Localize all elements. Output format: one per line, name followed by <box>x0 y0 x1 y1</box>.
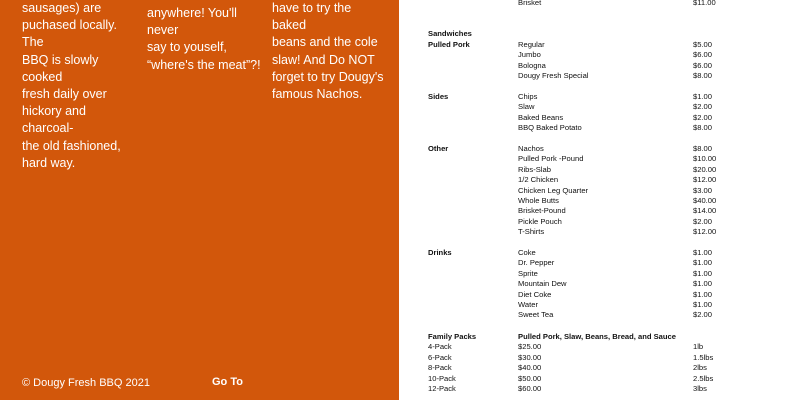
family-pack-description: Pulled Pork, Slaw, Beans, Bread, and Sauce <box>518 332 676 341</box>
menu-panel <box>399 0 800 400</box>
sandwiches-heading: Sandwiches <box>428 29 472 38</box>
family-pack-weight: 1.5lbs <box>693 353 714 362</box>
menu-item-name: Mountain Dew <box>518 279 567 288</box>
menu-item-price: $1.00 <box>693 92 713 101</box>
menu-item-name: Pulled Pork -Pound <box>518 154 584 163</box>
menu-category: Drinks <box>428 248 452 257</box>
menu-item-price: $1.00 <box>693 248 713 257</box>
menu-item-price: $12.00 <box>693 227 717 236</box>
family-pack-price: $60.00 <box>518 384 542 393</box>
copyright-text: © Dougy Fresh BBQ 2021 <box>22 377 150 389</box>
menu-item-price: $3.00 <box>693 186 713 195</box>
story-line: fresh daily over <box>22 87 107 102</box>
menu-item-price: $6.00 <box>693 61 713 70</box>
story-line: slaw! And Do NOT <box>272 52 375 67</box>
menu-item-name: 1/2 Chicken <box>518 175 559 184</box>
family-pack-price: $50.00 <box>518 374 542 383</box>
family-pack-name: 10-Pack <box>428 374 456 383</box>
family-pack-weight: 2lbs <box>693 363 707 372</box>
menu-item-price: $1.00 <box>693 279 713 288</box>
menu-item-price: $8.00 <box>693 123 713 132</box>
menu-item-name: Regular <box>518 40 545 49</box>
story-line: famous Nachos. <box>272 87 363 102</box>
menu-item-price: $5.00 <box>693 40 713 49</box>
menu-item-name: Sweet Tea <box>518 310 554 319</box>
family-pack-name: 12-Pack <box>428 384 456 393</box>
menu-item-price: $2.00 <box>693 113 713 122</box>
menu-item-name: Jumbo <box>518 50 541 59</box>
menu-item-price: $8.00 <box>693 144 713 153</box>
story-line: have to try the baked <box>272 1 352 33</box>
story-line: sausages) are <box>22 1 102 15</box>
family-pack-price: $25.00 <box>518 342 542 351</box>
story-line: the old fashioned, <box>22 138 121 153</box>
menu-item-name: Chips <box>518 92 538 101</box>
menu-category: Family Packs <box>428 332 477 341</box>
menu-item-price: $1.00 <box>693 269 713 278</box>
menu-item-name: Dr. Pepper <box>518 258 555 267</box>
menu-item-name: Diet Coke <box>518 290 552 299</box>
menu-item-price: $8.00 <box>693 71 713 80</box>
story-column-1 <box>22 0 132 172</box>
menu-item-name: Brisket-Pound <box>518 206 566 215</box>
menu-item-name: Sprite <box>518 269 538 278</box>
story-line: puchased locally. The <box>22 18 117 50</box>
menu-item-name: Pickle Pouch <box>518 217 562 226</box>
story-line: BBQ is slowly cooked <box>22 52 99 84</box>
story-line: “where's the meat”?! <box>147 57 261 72</box>
story-line: beans and the cole <box>272 35 378 50</box>
story-line: hard way. <box>22 155 76 170</box>
menu-item-name: Ribs-Slab <box>518 165 551 174</box>
menu-item-price: $6.00 <box>693 50 713 59</box>
menu-item-name: Slaw <box>518 102 535 111</box>
menu-item-name: Bologna <box>518 61 546 70</box>
story-line: forget to try Dougy's <box>272 69 384 84</box>
menu-item-price: $10.00 <box>693 154 717 163</box>
menu-item-price: $40.00 <box>693 196 717 205</box>
story-line: anywhere! You'll never <box>147 6 237 38</box>
family-pack-name: 8-Pack <box>428 363 452 372</box>
family-pack-weight: 2.5lbs <box>693 374 714 383</box>
family-pack-price: $40.00 <box>518 363 542 372</box>
story-column-2 <box>147 5 262 74</box>
menu-item-name: Whole Butts <box>518 196 559 205</box>
story-line: say to youself, <box>147 40 227 55</box>
menu-item-price: $20.00 <box>693 165 717 174</box>
menu-item-name: BBQ Baked Potato <box>518 123 582 132</box>
menu-item-name: Water <box>518 300 538 309</box>
menu-category: Other <box>428 144 449 153</box>
menu-item-price: $2.00 <box>693 102 713 111</box>
family-pack-weight: 3lbs <box>693 384 707 393</box>
menu-category: Pulled Pork <box>428 40 470 49</box>
menu-item-price: $2.00 <box>693 310 713 319</box>
menu-category: Sides <box>428 92 449 101</box>
family-pack-name: 4-Pack <box>428 342 452 351</box>
family-pack-weight: 1lb <box>693 342 704 351</box>
menu-item-name: Brisket <box>518 0 542 7</box>
menu-item-name: T-Shirts <box>518 227 545 236</box>
menu-item-price: $12.00 <box>693 175 717 184</box>
menu-item-price: $1.00 <box>693 290 713 299</box>
family-pack-name: 6-Pack <box>428 353 452 362</box>
menu-item-name: Baked Beans <box>518 113 564 122</box>
menu-item-name: Nachos <box>518 144 544 153</box>
menu-item-price: $14.00 <box>693 206 717 215</box>
family-pack-price: $30.00 <box>518 353 542 362</box>
menu-item-name: Coke <box>518 248 536 257</box>
story-line: hickory and charcoal- <box>22 104 86 136</box>
menu-item-price: $11.00 <box>693 0 716 7</box>
menu-item-price: $1.00 <box>693 258 713 267</box>
menu-item-price: $1.00 <box>693 300 713 309</box>
menu-item-name: Chicken Leg Quarter <box>518 186 589 195</box>
story-panel <box>0 0 399 400</box>
menu-item-name: Dougy Fresh Special <box>518 71 589 80</box>
go-to-link[interactable]: Go To <box>212 376 243 388</box>
story-column-3 <box>272 0 387 103</box>
menu-item-price: $2.00 <box>693 217 713 226</box>
